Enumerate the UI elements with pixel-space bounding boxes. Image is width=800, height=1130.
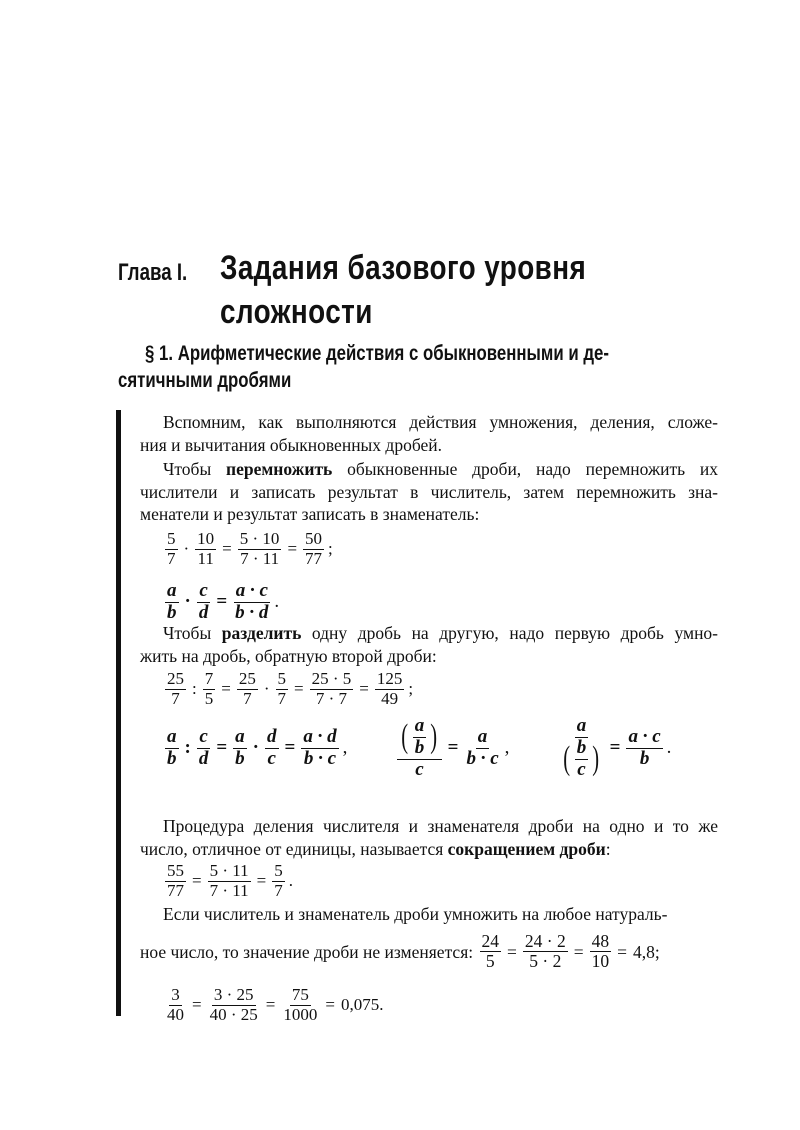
math-punct: .: [666, 737, 672, 759]
numerator: [375, 670, 405, 690]
math-punct: .: [274, 591, 280, 613]
math-term: 5 · 2: [529, 951, 562, 972]
math-operator: =: [609, 737, 621, 759]
numerator: [195, 530, 216, 550]
text-run: числители и записать результат в числитель, затем перемножить зна-: [140, 481, 718, 502]
math-operator: ·: [263, 679, 270, 699]
denominator: [233, 603, 270, 624]
fraction: [301, 727, 338, 770]
left-paren: (: [401, 718, 409, 756]
text-run: :: [605, 838, 611, 859]
denominator: [233, 749, 247, 770]
numerator: [290, 986, 311, 1006]
paragraph-expand-cont: [140, 932, 718, 972]
math-term: a: [235, 725, 245, 747]
formula-expand-decimal: [163, 986, 383, 1024]
math-term: 5: [274, 861, 283, 880]
fraction: [276, 670, 289, 708]
math-term: 3: [171, 985, 180, 1004]
math-term: 125: [376, 669, 403, 688]
math-term: b · c: [303, 747, 337, 769]
math-term: a: [477, 725, 488, 747]
math-term: 7: [167, 548, 176, 568]
fraction: [233, 581, 270, 624]
denominator: [208, 882, 251, 901]
section-heading-line1: § 1. Арифметические действия с обыкновенными и де-: [145, 342, 609, 365]
denominator: [413, 760, 425, 781]
math-punct: ;: [408, 679, 414, 699]
math-term: 5: [204, 688, 214, 708]
fraction: [165, 986, 186, 1024]
denominator: [165, 749, 179, 770]
math-term: b: [414, 736, 425, 758]
math-term: c: [415, 758, 424, 780]
math-term: 77: [305, 548, 323, 568]
text-line: [140, 411, 718, 434]
math-operator: =: [325, 995, 335, 1015]
margin-rule: [116, 410, 121, 1016]
math-term: 7 · 11: [209, 880, 249, 900]
numerator: [212, 986, 256, 1006]
math-term: b: [167, 601, 177, 623]
math-term: 40: [167, 1004, 184, 1024]
fraction: [233, 727, 247, 770]
right-paren: ): [592, 740, 600, 778]
numerator: [590, 932, 612, 952]
fraction: [238, 530, 282, 568]
math-term: a: [167, 725, 177, 747]
math-term: 7: [277, 688, 286, 708]
math-operator: =: [216, 591, 228, 613]
math-operator: =: [265, 995, 276, 1015]
math-operator: ·: [184, 591, 191, 613]
text-line: [140, 645, 718, 668]
math-punct: 0,075.: [340, 995, 384, 1015]
math-term: b · c: [466, 747, 499, 769]
denominator: [203, 690, 216, 709]
numerator: [626, 727, 662, 749]
numerator: [238, 530, 282, 550]
math-term: 1000: [283, 1004, 318, 1024]
numerator: [203, 670, 216, 690]
math-operator: =: [256, 871, 267, 891]
denominator: [276, 690, 289, 709]
denominator: [559, 738, 603, 781]
denominator: [575, 760, 587, 781]
text-run: Если числитель и знаменатель дроби умножить на любое натураль-: [163, 904, 668, 924]
math-term: c: [267, 747, 276, 769]
fraction: [413, 716, 427, 759]
formula-div-numeric: [163, 670, 413, 708]
parenthesized-fraction: [561, 738, 601, 781]
math-term: 40 · 25: [209, 1004, 258, 1024]
numerator: [208, 862, 251, 882]
denominator: [266, 749, 278, 770]
math-term: 11: [197, 548, 214, 568]
denominator: [302, 749, 338, 770]
paragraph-reduction: [140, 815, 718, 860]
fraction: [165, 670, 186, 708]
paragraph-expand-cont-text: [140, 941, 478, 964]
numerator: [234, 581, 270, 603]
math-term: a · d: [303, 725, 337, 747]
text-run: число, отличное от единицы, называется: [140, 838, 448, 859]
fraction: [197, 581, 211, 624]
numerator: [303, 530, 324, 550]
math-operator: =: [617, 941, 627, 962]
math-term: d: [267, 725, 277, 747]
denominator: [638, 749, 652, 770]
text-run: одну дробь на другую, надо первую дробь умно-: [301, 623, 719, 643]
numerator: [265, 727, 279, 749]
left-paren: (: [563, 740, 571, 778]
numerator: [575, 716, 589, 738]
math-operator: =: [447, 737, 459, 759]
text-run: Процедура деления числителя и знаменателя дроби на одно и то же: [163, 816, 718, 836]
denominator: [169, 690, 182, 709]
math-term: c: [577, 758, 586, 780]
numerator: [523, 932, 568, 952]
text-run: Чтобы: [163, 623, 222, 643]
fraction: [237, 670, 258, 708]
denominator: [165, 550, 178, 569]
denominator: [484, 952, 497, 971]
denominator: [197, 603, 211, 624]
paragraph-expand: [140, 903, 718, 926]
text-run: жить на дробь, обратную второй дроби:: [140, 645, 437, 666]
text-line: [140, 903, 718, 926]
math-operator: =: [216, 737, 228, 759]
parenthesized-fraction: [399, 716, 439, 759]
numerator: [476, 727, 490, 749]
math-term: 50: [305, 529, 323, 548]
math-term: 7: [204, 669, 214, 688]
denominator: [303, 550, 324, 569]
math-term: 24 · 2: [524, 931, 566, 951]
fraction: [165, 530, 178, 568]
math-term: 5: [485, 951, 495, 972]
numerator: [237, 670, 258, 690]
right-paren: ): [430, 718, 438, 756]
numerator: [413, 716, 427, 738]
formula-mult-numeric: [163, 530, 333, 568]
math-operator: =: [573, 941, 584, 962]
denominator: [238, 550, 281, 569]
fraction: [559, 716, 603, 781]
math-term: 55: [167, 861, 184, 880]
math-operator: =: [192, 995, 202, 1015]
denominator: [590, 952, 612, 971]
math-term: 25: [167, 669, 184, 688]
math-term: a: [576, 715, 587, 736]
fraction: [195, 530, 216, 568]
math-operator: =: [359, 679, 369, 699]
text-run: менатели и результат записать в знаменатель:: [140, 504, 480, 524]
fraction: [203, 670, 216, 708]
text-run: ния и вычитания обыкновенных дробей.: [140, 434, 443, 455]
fraction: [310, 670, 354, 708]
text-run: обыкновенные дроби, надо перемножить их: [332, 459, 718, 479]
fraction: [590, 932, 612, 972]
math-term: 24: [481, 931, 499, 951]
text-line: [140, 838, 718, 861]
math-term: 3 · 25: [213, 985, 254, 1004]
math-term: c: [199, 580, 208, 601]
math-term: b: [235, 747, 245, 769]
numerator: [165, 581, 179, 603]
fraction: [464, 727, 500, 770]
math-term: 7: [171, 688, 180, 708]
math-term: 7: [274, 880, 283, 900]
math-term: d: [198, 601, 209, 623]
fraction: [575, 738, 589, 781]
math-operator: =: [284, 737, 296, 759]
fraction: [626, 727, 662, 770]
fraction: [165, 862, 186, 900]
math-term: 5: [167, 529, 176, 548]
math-term: 25 · 5: [311, 669, 352, 688]
math-term: 25: [238, 669, 256, 688]
denominator: [197, 749, 211, 770]
text-line: [140, 481, 718, 504]
numerator: [165, 727, 179, 749]
numerator: [165, 530, 178, 550]
numerator: [310, 670, 354, 690]
math-term: 10: [591, 951, 610, 972]
text-run: Вспомним, как выполняются действия умножения, деления, сложе-: [163, 412, 718, 432]
text-line: [140, 434, 718, 457]
math-operator: =: [192, 871, 202, 891]
denominator: [165, 1006, 186, 1025]
numerator: [276, 670, 289, 690]
math-term: b: [639, 747, 650, 769]
formula-expand-inline: [478, 932, 660, 972]
text-run: ное число, то значение дроби не изменяется:: [140, 941, 478, 962]
numerator: [301, 727, 338, 749]
math-punct: ,: [342, 737, 348, 759]
numerator: [233, 727, 247, 749]
denominator: [195, 550, 215, 569]
numerator: [165, 862, 186, 882]
math-operator: =: [507, 941, 517, 962]
math-term: b · d: [235, 601, 269, 623]
math-punct: 4,8;: [632, 941, 660, 962]
math-term: 77: [167, 880, 184, 900]
fraction: [208, 986, 260, 1024]
fraction: [265, 727, 279, 770]
numerator: [480, 932, 502, 952]
math-term: b: [576, 736, 587, 758]
fraction: [197, 727, 211, 770]
math-operator: :: [184, 737, 191, 759]
math-punct: .: [288, 871, 293, 891]
formula-reduction: [163, 862, 293, 900]
math-term: a: [167, 580, 177, 601]
numerator: [272, 862, 285, 882]
paragraph-intro: [140, 411, 718, 456]
fraction: [523, 932, 568, 972]
math-term: 48: [591, 931, 610, 951]
math-term: 5: [277, 669, 286, 688]
fraction: [480, 932, 502, 972]
math-term: 5 · 11: [209, 861, 249, 880]
denominator: [314, 690, 349, 709]
bold-term: сокращением дроби: [447, 838, 606, 859]
math-operator: =: [222, 539, 232, 559]
math-term: 7 · 11: [240, 548, 280, 568]
math-operator: ·: [252, 737, 259, 759]
math-operator: =: [294, 679, 304, 699]
math-term: 75: [291, 985, 309, 1004]
math-punct: ,: [504, 737, 510, 759]
numerator: [169, 986, 182, 1006]
bold-term: разделить: [221, 623, 302, 643]
formula-mult-general: [163, 581, 279, 624]
chapter-label: Глава I.: [118, 259, 188, 286]
numerator: [197, 727, 209, 749]
paragraph-multiply: [140, 458, 718, 526]
math-operator: =: [221, 679, 231, 699]
denominator: [272, 882, 285, 901]
fraction: [165, 581, 179, 624]
math-term: b: [167, 747, 177, 769]
math-term: 10: [197, 529, 215, 548]
math-term: 7: [243, 688, 252, 708]
math-operator: =: [287, 539, 298, 559]
denominator: [165, 603, 179, 624]
fraction: [375, 670, 405, 708]
text-line: [140, 815, 718, 838]
denominator: [208, 1006, 260, 1025]
math-term: c: [199, 725, 208, 747]
numerator: [397, 716, 441, 760]
fraction: [303, 530, 324, 568]
section-heading-line2: сятичными дробями: [118, 369, 292, 392]
math-term: 49: [381, 688, 399, 708]
fraction: [397, 716, 441, 781]
math-term: d: [198, 747, 209, 769]
text-line: [140, 503, 718, 526]
math-term: a · c: [628, 725, 661, 747]
math-operator: :: [192, 679, 197, 699]
math-term: 5 · 10: [239, 529, 280, 548]
denominator: [241, 690, 254, 709]
math-operator: ·: [183, 539, 190, 559]
text-run: Чтобы: [163, 459, 227, 479]
denominator: [413, 738, 427, 759]
fraction: [165, 727, 179, 770]
math-term: 7 · 7: [315, 688, 348, 708]
fraction: [272, 862, 285, 900]
numerator: [165, 670, 186, 690]
denominator: [165, 882, 186, 901]
text-line: [140, 458, 718, 481]
denominator: [527, 952, 563, 971]
math-punct: ;: [328, 539, 333, 559]
paragraph-divide: [140, 622, 718, 667]
chapter-title-line2: сложности: [220, 293, 373, 331]
fraction: [281, 986, 319, 1024]
bold-term: перемножить: [226, 459, 333, 479]
fraction: [208, 862, 251, 900]
numerator: [575, 738, 589, 760]
denominator: [464, 749, 500, 770]
denominator: [379, 690, 400, 709]
text-line: [140, 622, 718, 645]
numerator: [197, 581, 209, 603]
chapter-title-line1: Задания базового уровня: [220, 249, 587, 287]
math-term: a: [414, 715, 425, 736]
math-term: a · c: [235, 580, 268, 601]
formula-div-general: [163, 716, 671, 781]
denominator: [281, 1006, 319, 1025]
